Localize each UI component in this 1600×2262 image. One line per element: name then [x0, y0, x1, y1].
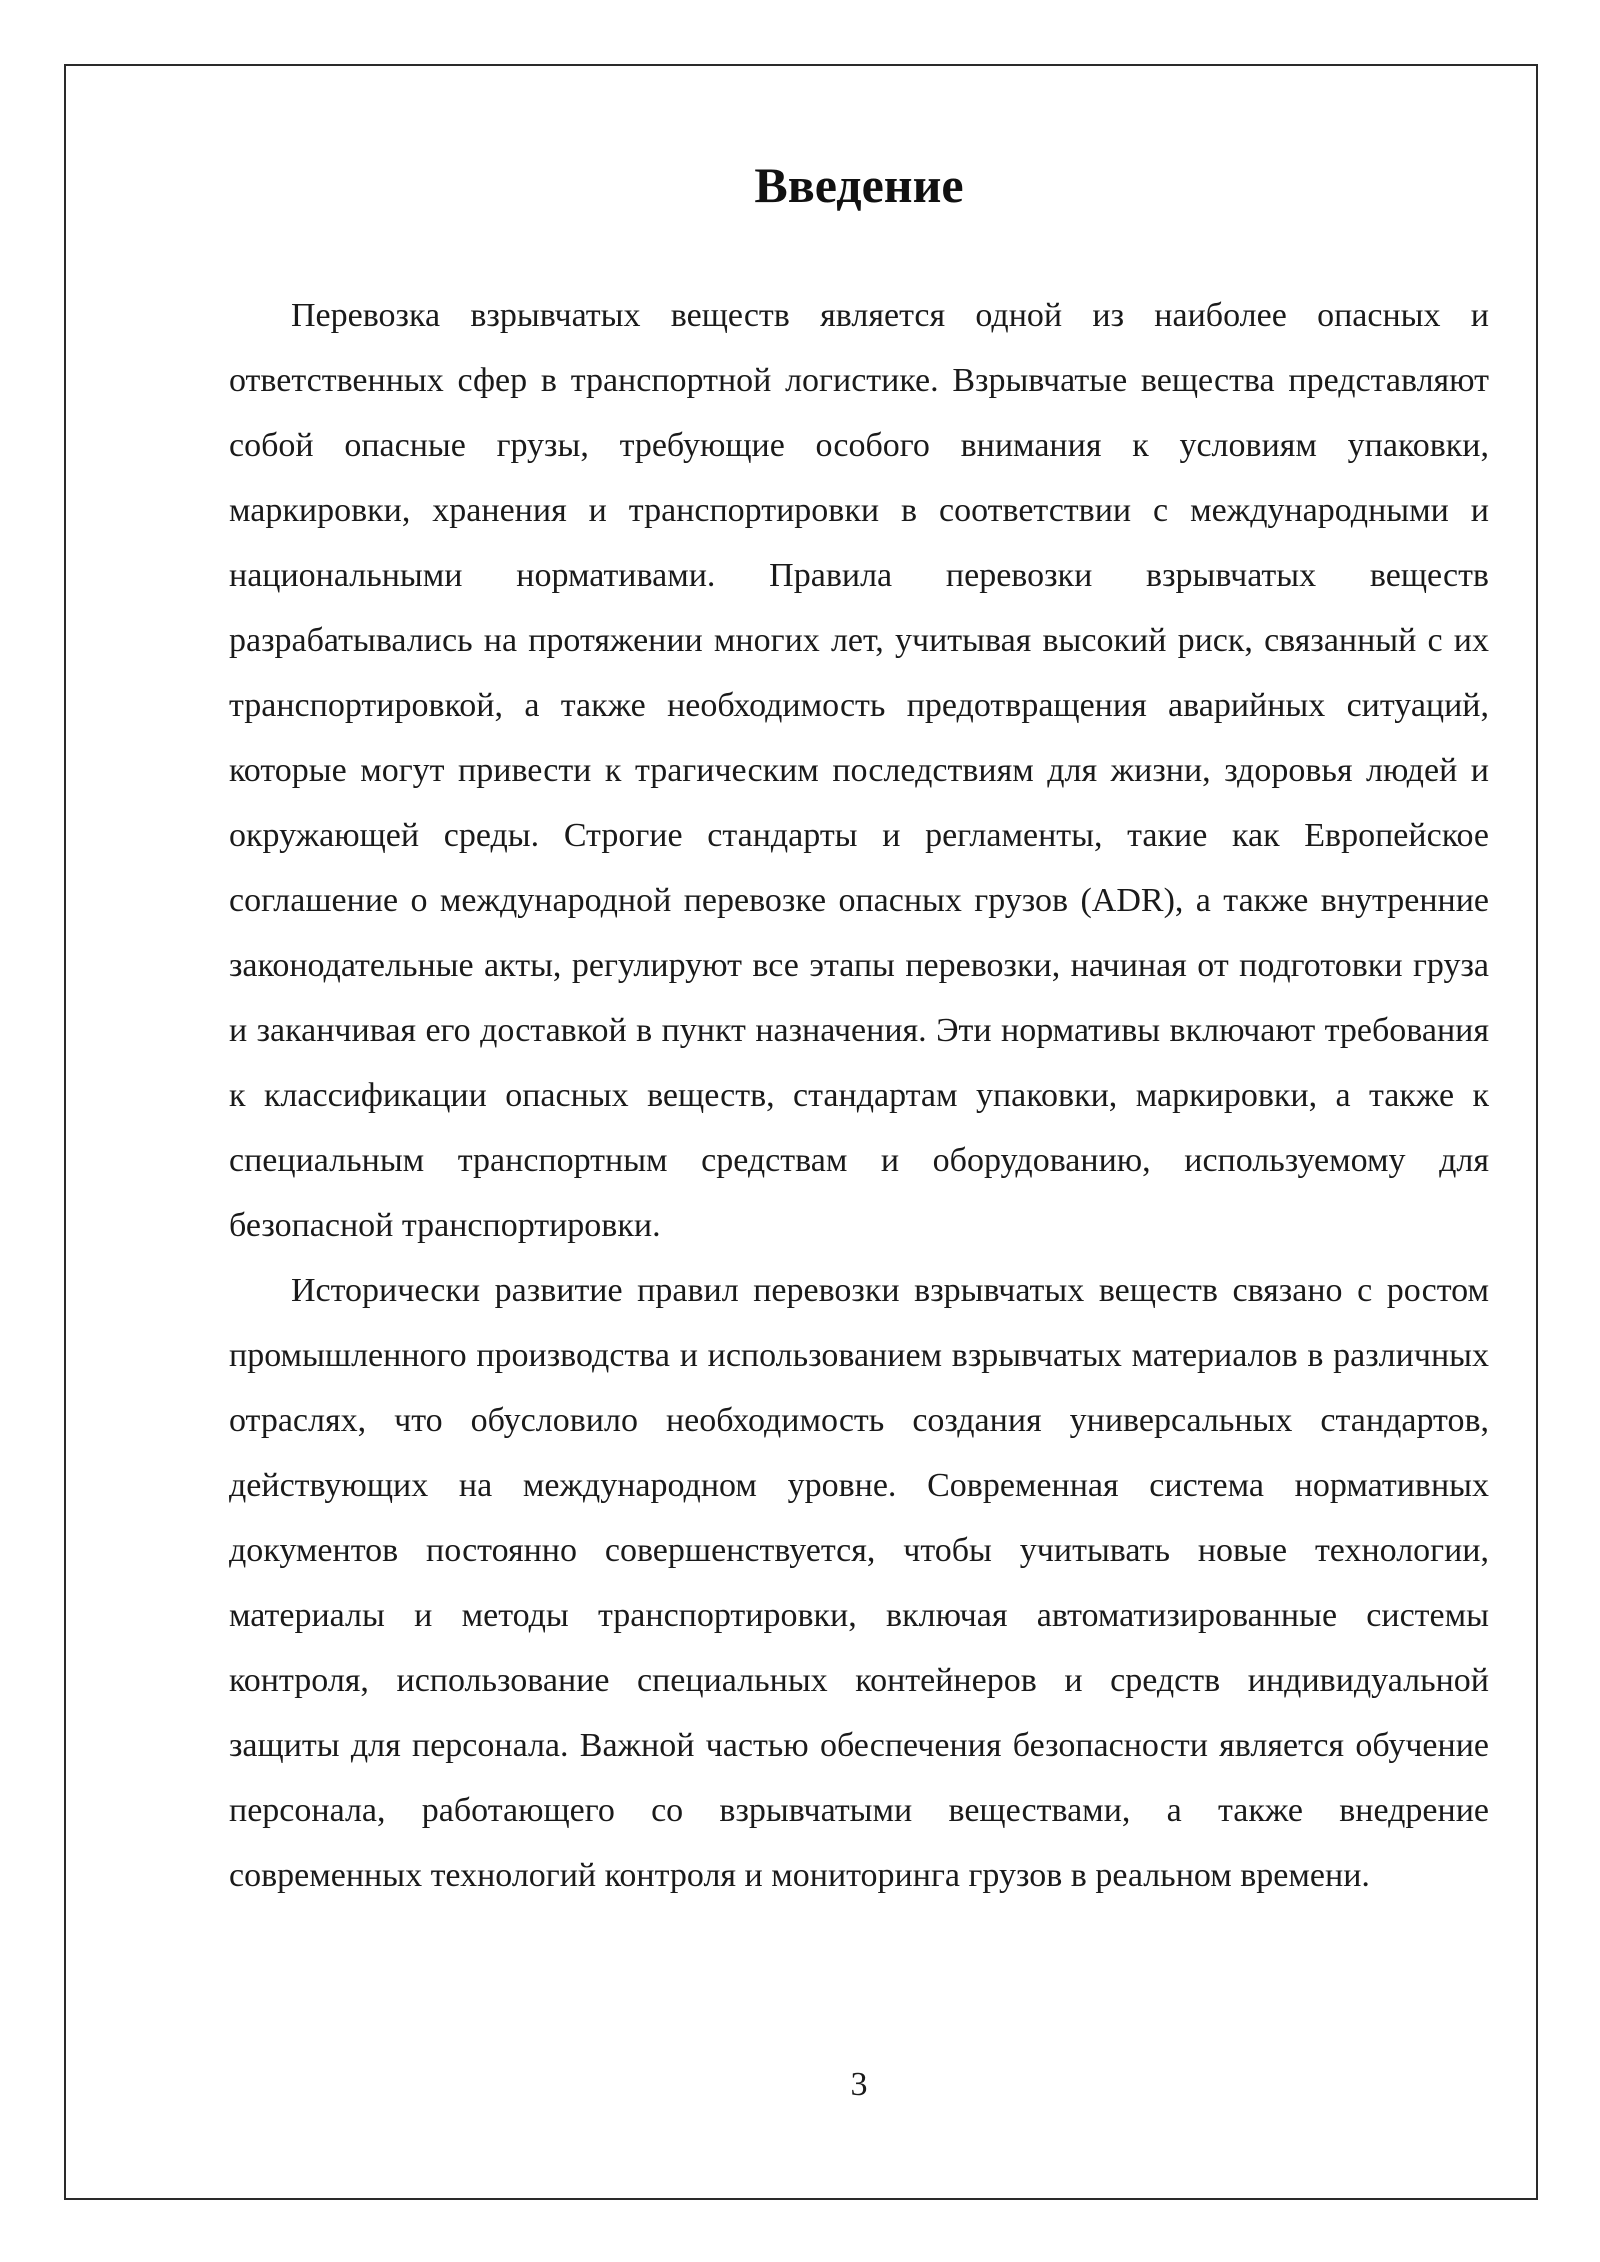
page-number: 3 [850, 2066, 868, 2103]
paragraph: Исторически развитие правил перевозки взрывчатых веществ связано с ростом промышленного производства и использованием взрывчатых материалов в различных отраслях, что обусловило необходимость создания универсальных стандартов, действующих на международном уровне. Современная система нормативных документов постоянно совершенствуется, чтобы учитывать новые технологии, материалы и методы транспортировки, включая автоматизированные системы контроля, использование специальных контейнеров и средств индивидуальной защиты для персонала. Важной частью обеспечения безопасности является обучение персонала, работающего со взрывчатыми веществами, а также внедрение современных технологий контроля и мониторинга грузов в реальном времени. [229, 1272, 1489, 1894]
page-title: Введение [754, 157, 964, 213]
paragraph: Перевозка взрывчатых веществ является одной из наиболее опасных и ответственных сфер в транспортной логистике. Взрывчатые вещества представляют собой опасные грузы, требующие особого внимания к условиям упаковки, маркировки, хранения и транспортировки в соответствии с международными и национальными нормативами. Правила перевозки взрывчатых веществ разрабатывались на протяжении многих лет, учитывая высокий риск, связанный с их транспортировкой, а также необходимость предотвращения аварийных ситуаций, которые могут привести к трагическим последствиям для жизни, здоровья людей и окружающей среды. Строгие стандарты и регламенты, такие как Европейское соглашение о международной перевозке опасных грузов (ADR), а также внутренние законодательные акты, регулируют все этапы перевозки, начиная от подготовки груза и заканчивая его доставкой в пункт назначения. Эти нормативы включают требования к классификации опасных веществ, стандартам упаковки, маркировки, а также к специальным транспортным средствам и оборудованию, используемому для безопасной транспортировки. [229, 297, 1489, 1244]
document-body [229, 283, 1489, 1908]
